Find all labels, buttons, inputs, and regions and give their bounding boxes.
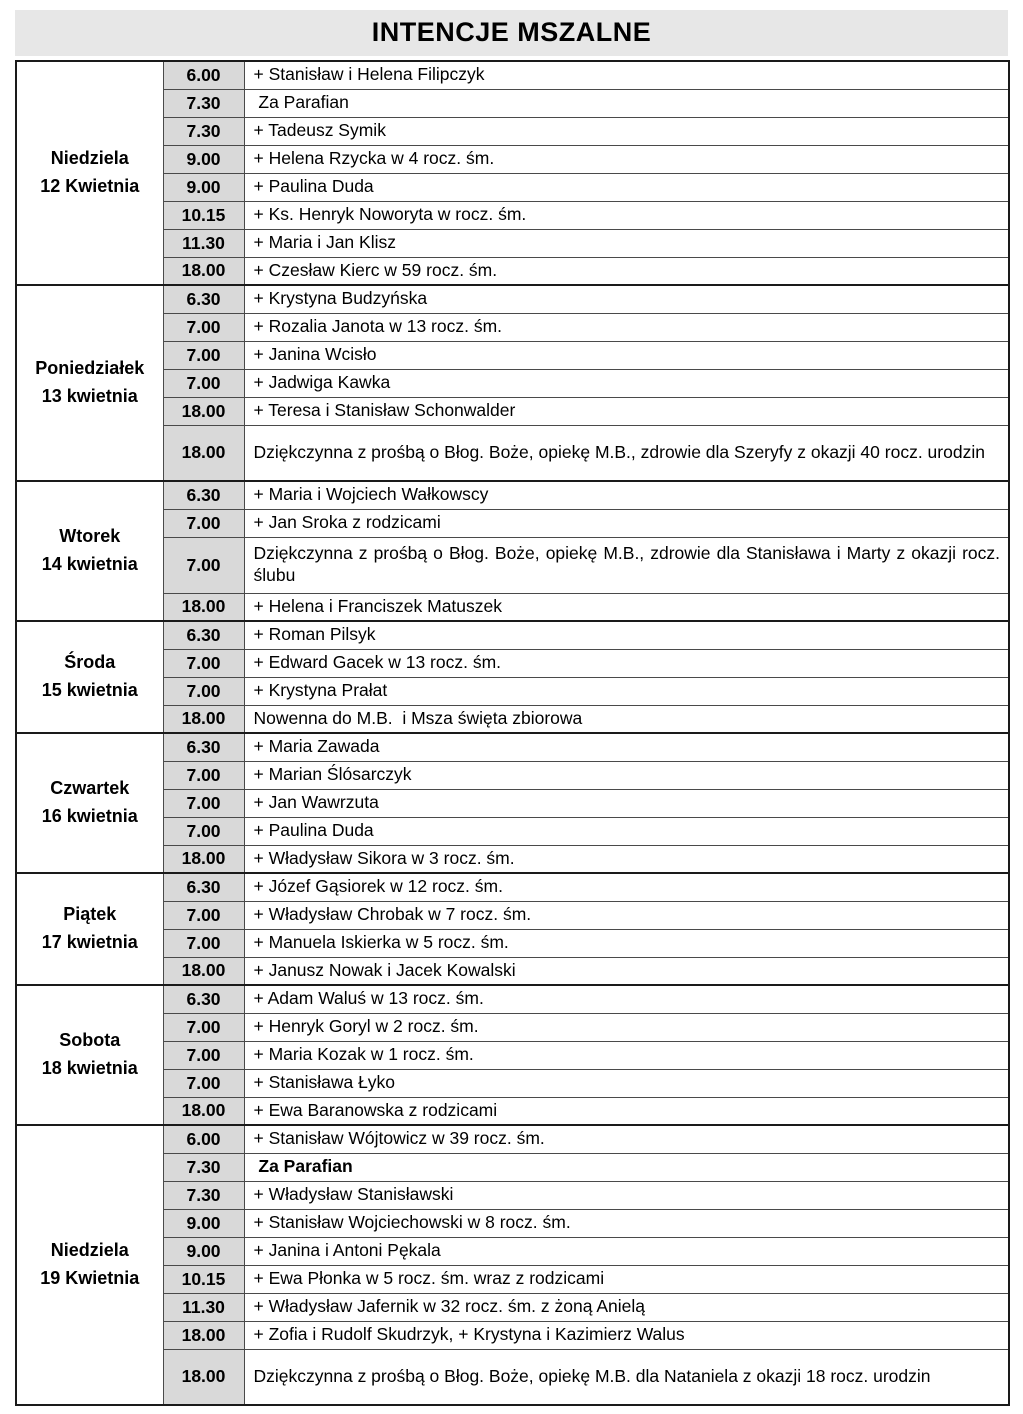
mass-time: 6.30 [163, 621, 244, 649]
day-date: 18 kwietnia [41, 1058, 138, 1078]
mass-row [16, 873, 1009, 901]
mass-intention: + Tadeusz Symik [244, 117, 1009, 145]
day-date: 13 kwietnia [41, 386, 138, 406]
mass-time: 18.00 [163, 957, 244, 985]
mass-intention: + Edward Gacek w 13 rocz. śm. [244, 649, 1009, 677]
mass-intention: + Jan Sroka z rodzicami [244, 509, 1009, 537]
mass-intention: + Manuela Iskierka w 5 rocz. śm. [244, 929, 1009, 957]
mass-time: 10.15 [163, 201, 244, 229]
mass-intention: + Janina i Antoni Pękala [244, 1237, 1009, 1265]
mass-row [16, 1125, 1009, 1153]
schedule-table-body [16, 61, 1009, 1405]
mass-row [16, 817, 1009, 845]
mass-row [16, 201, 1009, 229]
mass-time: 7.00 [163, 509, 244, 537]
mass-time: 7.00 [163, 1069, 244, 1097]
mass-row [16, 1293, 1009, 1321]
mass-time: 10.15 [163, 1265, 244, 1293]
mass-row [16, 1349, 1009, 1405]
mass-time: 7.00 [163, 929, 244, 957]
day-name: Piątek [63, 904, 117, 925]
day-name: Sobota [59, 1030, 121, 1051]
mass-intention: Nowenna do M.B. i Msza święta zbiorowa [244, 705, 1009, 733]
mass-row [16, 1237, 1009, 1265]
mass-row [16, 677, 1009, 705]
mass-row [16, 509, 1009, 537]
mass-intention: Za Parafian [244, 1153, 1009, 1181]
mass-time: 6.30 [163, 285, 244, 313]
mass-row [16, 229, 1009, 257]
mass-time: 11.30 [163, 229, 244, 257]
mass-row [16, 1097, 1009, 1125]
day-name: Czwartek [50, 778, 130, 799]
mass-intention: + Ks. Henryk Noworyta w rocz. śm. [244, 201, 1009, 229]
day-name: Poniedziałek [35, 358, 145, 379]
mass-time: 18.00 [163, 1349, 244, 1405]
mass-intention: + Ewa Baranowska z rodzicami [244, 1097, 1009, 1125]
mass-time: 7.00 [163, 537, 244, 593]
mass-intention: + Maria Zawada [244, 733, 1009, 761]
mass-time: 6.30 [163, 873, 244, 901]
mass-time: 11.30 [163, 1293, 244, 1321]
mass-time: 18.00 [163, 425, 244, 481]
mass-intention: + Krystyna Budzyńska [244, 285, 1009, 313]
mass-row [16, 593, 1009, 621]
mass-intention: + Władysław Stanisławski [244, 1181, 1009, 1209]
day-cell [16, 1125, 163, 1405]
day-cell [16, 733, 163, 873]
mass-intention: + Maria Kozak w 1 rocz. śm. [244, 1041, 1009, 1069]
day-name: Niedziela [50, 1240, 129, 1261]
mass-time: 7.00 [163, 649, 244, 677]
mass-time: 7.00 [163, 761, 244, 789]
mass-intentions-table [15, 60, 1010, 1406]
mass-time: 6.00 [163, 61, 244, 89]
mass-row [16, 1209, 1009, 1237]
mass-intention: Za Parafian [244, 89, 1009, 117]
mass-intention: Dziękczynna z prośbą o Błog. Boże, opiekę M.B., zdrowie dla Stanisława i Marty z okazji rocz. ślubu [244, 537, 1009, 593]
mass-time: 18.00 [163, 593, 244, 621]
mass-intention: + Zofia i Rudolf Skudrzyk, + Krystyna i Kazimierz Walus [244, 1321, 1009, 1349]
mass-time: 7.00 [163, 677, 244, 705]
mass-time: 6.30 [163, 733, 244, 761]
mass-time: 18.00 [163, 257, 244, 285]
day-cell [16, 61, 163, 285]
mass-time: 9.00 [163, 145, 244, 173]
mass-row [16, 425, 1009, 481]
mass-intention: + Paulina Duda [244, 173, 1009, 201]
day-name: Środa [64, 652, 116, 673]
day-date: 12 Kwietnia [40, 176, 140, 196]
mass-time: 7.00 [163, 369, 244, 397]
mass-row [16, 1069, 1009, 1097]
mass-row [16, 61, 1009, 89]
mass-time: 18.00 [163, 1321, 244, 1349]
mass-time: 7.00 [163, 1041, 244, 1069]
mass-time: 18.00 [163, 397, 244, 425]
mass-intention: + Janusz Nowak i Jacek Kowalski [244, 957, 1009, 985]
page-title: INTENCJE MSZALNE [15, 10, 1008, 56]
mass-row [16, 733, 1009, 761]
mass-intention: + Józef Gąsiorek w 12 rocz. śm. [244, 873, 1009, 901]
mass-time: 7.00 [163, 901, 244, 929]
mass-time: 7.30 [163, 1181, 244, 1209]
mass-intention: + Henryk Goryl w 2 rocz. śm. [244, 1013, 1009, 1041]
mass-row [16, 481, 1009, 509]
mass-row [16, 89, 1009, 117]
mass-row [16, 117, 1009, 145]
mass-row [16, 789, 1009, 817]
mass-intention: + Jadwiga Kawka [244, 369, 1009, 397]
mass-time: 18.00 [163, 1097, 244, 1125]
day-name: Wtorek [59, 526, 121, 547]
day-date: 14 kwietnia [41, 554, 138, 574]
mass-intention: + Marian Ślósarczyk [244, 761, 1009, 789]
day-cell [16, 481, 163, 621]
mass-intention: + Stanisław i Helena Filipczyk [244, 61, 1009, 89]
mass-intention: + Stanisława Łyko [244, 1069, 1009, 1097]
mass-row [16, 1013, 1009, 1041]
mass-time: 7.00 [163, 789, 244, 817]
mass-row [16, 1321, 1009, 1349]
mass-row [16, 929, 1009, 957]
day-date: 15 kwietnia [41, 680, 138, 700]
mass-intention: + Helena Rzycka w 4 rocz. śm. [244, 145, 1009, 173]
day-cell [16, 985, 163, 1125]
mass-row [16, 957, 1009, 985]
mass-time: 18.00 [163, 845, 244, 873]
mass-time: 7.30 [163, 89, 244, 117]
mass-time: 7.00 [163, 817, 244, 845]
mass-row [16, 1181, 1009, 1209]
mass-time: 7.00 [163, 1013, 244, 1041]
mass-intention: Dziękczynna z prośbą o Błog. Boże, opiekę M.B. dla Nataniela z okazji 18 rocz. urodzin [244, 1349, 1009, 1405]
mass-intention: + Paulina Duda [244, 817, 1009, 845]
mass-intention: + Maria i Wojciech Wałkowscy [244, 481, 1009, 509]
mass-intention: + Krystyna Prałat [244, 677, 1009, 705]
mass-time: 7.30 [163, 117, 244, 145]
mass-intention: Dziękczynna z prośbą o Błog. Boże, opiekę M.B., zdrowie dla Szeryfy z okazji 40 rocz. urodzin [244, 425, 1009, 481]
mass-intention: + Ewa Płonka w 5 rocz. śm. wraz z rodzicami [244, 1265, 1009, 1293]
mass-time: 6.00 [163, 1125, 244, 1153]
mass-intention: + Janina Wcisło [244, 341, 1009, 369]
mass-intention: + Czesław Kierc w 59 rocz. śm. [244, 257, 1009, 285]
mass-intention: + Stanisław Wójtowicz w 39 rocz. śm. [244, 1125, 1009, 1153]
mass-row [16, 1265, 1009, 1293]
mass-time: 9.00 [163, 1209, 244, 1237]
mass-row [16, 649, 1009, 677]
mass-intention: + Stanisław Wojciechowski w 8 rocz. śm. [244, 1209, 1009, 1237]
mass-row [16, 901, 1009, 929]
day-date: 16 kwietnia [41, 806, 138, 826]
day-cell [16, 285, 163, 481]
mass-row [16, 705, 1009, 733]
mass-row [16, 257, 1009, 285]
mass-intention: + Władysław Jafernik w 32 rocz. śm. z żoną Anielą [244, 1293, 1009, 1321]
mass-row [16, 845, 1009, 873]
mass-row [16, 1041, 1009, 1069]
mass-row [16, 285, 1009, 313]
day-date: 17 kwietnia [41, 932, 138, 952]
mass-time: 7.00 [163, 341, 244, 369]
mass-time: 18.00 [163, 705, 244, 733]
mass-intention: + Maria i Jan Klisz [244, 229, 1009, 257]
mass-intention: + Rozalia Janota w 13 rocz. śm. [244, 313, 1009, 341]
mass-row [16, 369, 1009, 397]
mass-row [16, 761, 1009, 789]
day-cell [16, 873, 163, 985]
mass-time: 6.30 [163, 481, 244, 509]
mass-row [16, 145, 1009, 173]
mass-time: 9.00 [163, 173, 244, 201]
mass-row [16, 313, 1009, 341]
mass-intention: + Teresa i Stanisław Schonwalder [244, 397, 1009, 425]
mass-time: 9.00 [163, 1237, 244, 1265]
mass-row [16, 621, 1009, 649]
mass-intention: + Władysław Chrobak w 7 rocz. śm. [244, 901, 1009, 929]
mass-time: 7.30 [163, 1153, 244, 1181]
mass-row [16, 173, 1009, 201]
mass-intention: + Helena i Franciszek Matuszek [244, 593, 1009, 621]
mass-time: 6.30 [163, 985, 244, 1013]
mass-intention: + Jan Wawrzuta [244, 789, 1009, 817]
mass-row [16, 1153, 1009, 1181]
mass-row [16, 537, 1009, 593]
day-name: Niedziela [50, 148, 129, 169]
mass-intention: + Adam Waluś w 13 rocz. śm. [244, 985, 1009, 1013]
day-cell [16, 621, 163, 733]
day-date: 19 Kwietnia [40, 1268, 140, 1288]
mass-row [16, 341, 1009, 369]
mass-row [16, 985, 1009, 1013]
mass-row [16, 397, 1009, 425]
mass-intention: + Roman Pilsyk [244, 621, 1009, 649]
mass-intention: + Władysław Sikora w 3 rocz. śm. [244, 845, 1009, 873]
mass-time: 7.00 [163, 313, 244, 341]
